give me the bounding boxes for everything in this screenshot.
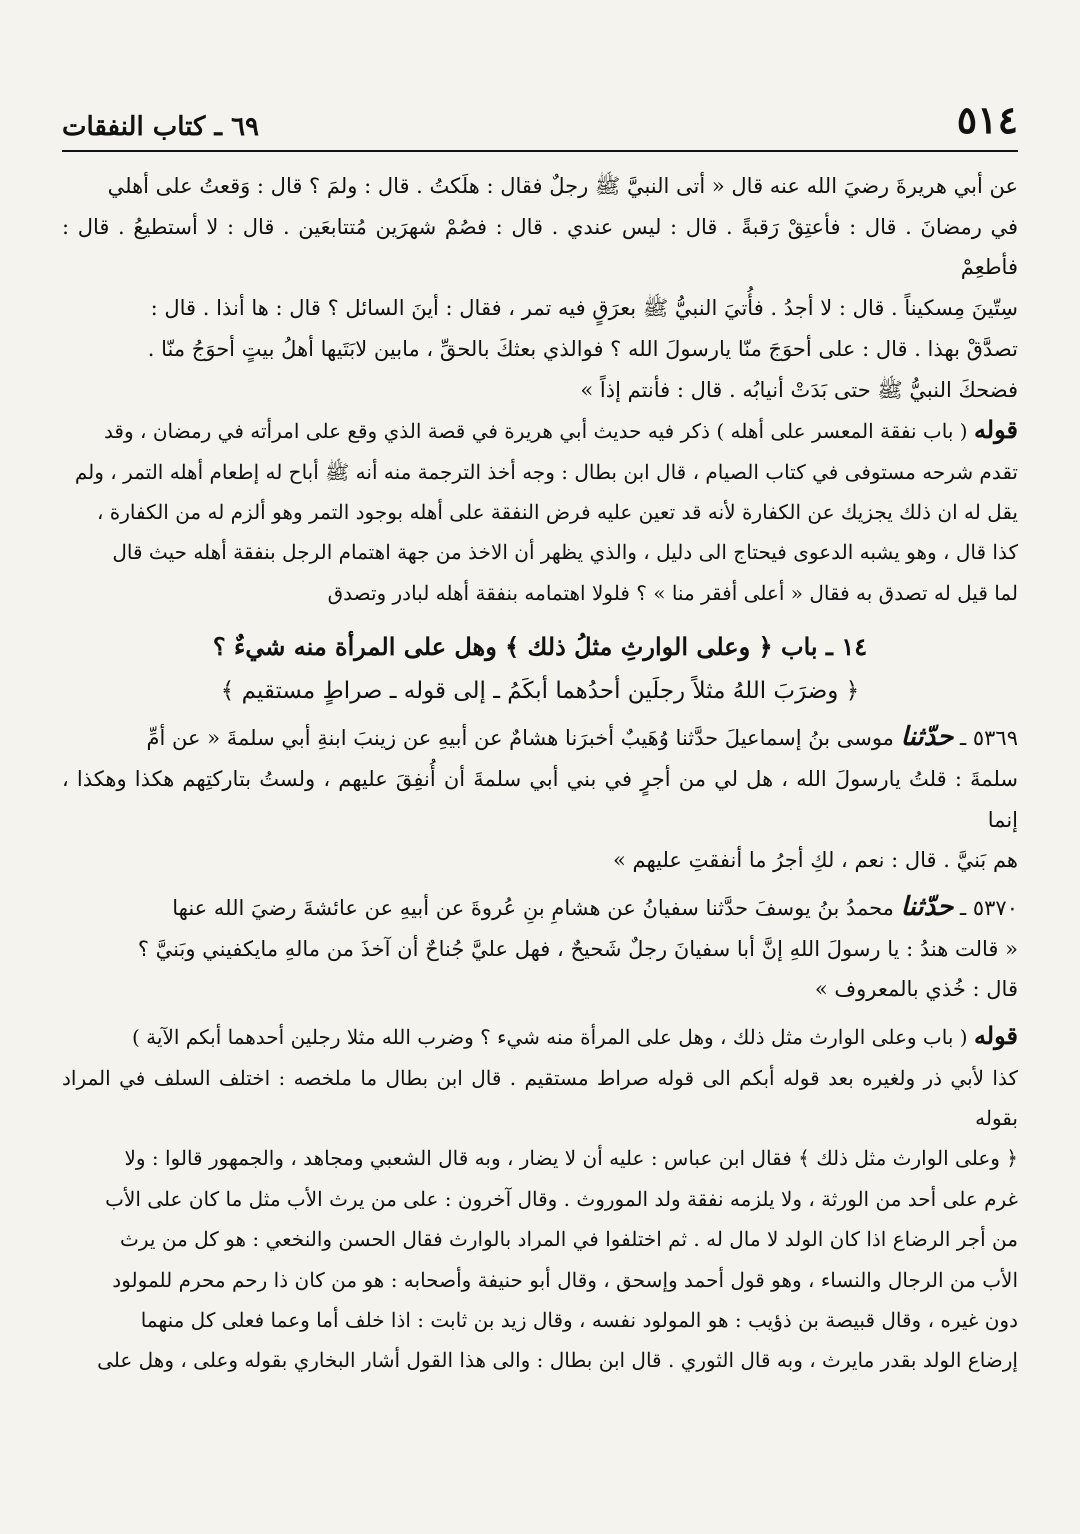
text-line: الأب من الرجال والنساء ، وهو قول أحمد وإسحق ، وقال أبو حنيفة وأصحابه : هو من كان ذا رحم محرم للمولود	[112, 1267, 1018, 1292]
haddathana-label: حدّثنا	[900, 722, 954, 753]
text-line: تقدم شرحه مستوفى في كتاب الصيام ، قال ابن بطال : وجه أخذ الترجمة منه أنه ﷺ أباح له إطعام أهله التمر ، ولم	[74, 459, 1018, 484]
hadith-number: ٥٣٦٩	[972, 726, 1018, 751]
header-divider	[62, 150, 1018, 152]
hadith-block	[62, 166, 1018, 410]
text-line: فضحكَ النبيُّ ﷺ حتى بَدَتْ أنيابُه . قال : فأنتم إذاً »	[580, 377, 1018, 402]
text-span: ( باب نفقة المعسر على أهله ) ذكر فيه حديث أبي هريرة في قصة الذي وقع على امرأته في رمضان ، وقد	[103, 419, 968, 444]
commentary-lead: قوله	[973, 1021, 1018, 1051]
text-line: كذا قال ، وهو يشبه الدعوى فيحتاج الى دليل ، والذي يظهر أن الاخذ من جهة اهتمام الرجل بنفقة أهله حيث قال	[112, 540, 1018, 565]
text-line: عن أبي هريرةَ رضيَ الله عنه قال « أتى النبيَّ ﷺ رجلٌ فقال : هلَكتُ . قال : ولمَ ؟ قال : وَقعتُ على أهلي	[107, 174, 1018, 198]
page-body	[62, 166, 1018, 1381]
text-line: غرم على أحد من الورثة ، ولا يلزمه نفقة ولد الموروث . وقال آخرون : على من يرث الأب مثل ما كان على الأب	[105, 1186, 1018, 1211]
haddathana-label: حدّثنا	[900, 892, 954, 923]
chapter-heading	[62, 625, 1018, 713]
text-line: هم بَنيَّ . قال : نعم ، لكِ أجرُ ما أنفقتِ عليهم »	[612, 848, 1018, 873]
page-header	[62, 96, 1018, 142]
hadith-block	[62, 717, 1018, 881]
commentary-lead: قوله	[973, 415, 1018, 445]
text-line: سِتّينَ مِسكيناً . قال : لا أجدُ . فأُتيَ النبيُّ ﷺ بعرَقٍ فيه تمر ، فقال : أينَ السائل ؟ قال : ها أنذا . قال :	[150, 296, 1018, 321]
text-line	[62, 1016, 1018, 1057]
commentary-block	[62, 410, 1018, 613]
commentary-block	[62, 1016, 1018, 1381]
text-line: ٥٣٧٠ ـ حدّثنا محمدُ بنُ يوسفَ حدَّثنا سفيانُ عن هشامِ بنِ عُروةَ عن أبيهِ عن عائشةَ رضيَ الله عنها	[172, 892, 1018, 923]
text-line: « قالت هندُ : يا رسولَ اللهِ إنَّ أبا سفيانَ رجلٌ شَحيحٌ ، فهل عليَّ جُناحٌ أن آخذَ من مالهِ مايكفيني وبَنيَّ ؟	[137, 936, 1018, 961]
text-line: سلمةَ : قلتُ يارسولَ الله ، هل لي من أجرٍ في بني أبي سلمةَ أن أُنفِقَ عليهم ، ولستُ بتاركتِهم هكذا وهكذا ، إنما	[62, 766, 1018, 832]
text-line: دون غيره ، وقال قبيصة بن ذؤيب : هو المولود نفسه ، وقال زيد بن ثابت : اذا خلف أما وعما فعلى كل منهما	[140, 1308, 1018, 1333]
hadith-block	[62, 887, 1018, 1010]
bab-verse: ﴿ وضرَبَ اللهُ مثلاً رجلَين أحدُهما أبكَمُ ـ إلى قوله ـ صراطٍ مستقيم ﴾	[220, 678, 860, 705]
text-line	[62, 410, 1018, 451]
text-line: لما قيل له تصدق به فقال « أعلى أفقر منا » ؟ فلولا اهتمامه بنفقة أهله لبادر وتصدق	[327, 580, 1018, 605]
text-span: محمدُ بنُ يوسفَ حدَّثنا سفيانُ عن هشامِ بنِ عُروةَ عن أبيهِ عن عائشةَ رضيَ الله عنها	[172, 896, 894, 921]
text-span: ( باب وعلى الوارث مثل ذلك ، وهل على المرأة منه شيء ؟ وضرب الله مثلا رجلين أحدهما أبكم الآية )	[132, 1025, 968, 1050]
text-line: ٥٣٦٩ ـ حدّثنا موسى بنُ إسماعيلَ حدَّثنا وُهَيبٌ أخبرَنا هشامٌ عن أبيهِ عن زينبَ ابنةِ أبي سلمةَ « عن أمِّ	[146, 722, 1018, 753]
text-line: تصدَّقْ بهذا . قال : على أحوَجَ منّا يارسولَ الله ؟ فوالذي بعثكَ بالحقِّ ، مابين لابَتَيها أهلُ بيتٍ أحوَجُ منّا .	[147, 336, 1018, 361]
bab-title: ١٤ ـ باب ﴿ وعلى الوارثِ مثلُ ذلك ﴾ وهل على المرأة منه شيءٌ ؟	[212, 632, 868, 662]
text-line: قال : خُذي بالمعروف »	[814, 977, 1018, 1002]
text-line: في رمضانَ . قال : فأعتِقْ رَقبةً . قال : ليس عندي . قال : فصُمْ شهرَين مُتتابعَين . قال : لا أستطيعُ . قال : فأطعِمْ	[62, 214, 1018, 280]
text-line: يقل له ان ذلك يجزيك عن الكفارة لأنه قد تعين عليه فرض النفقة على أهله بوجود التمر وهو ألزم له من الكفارة ،	[96, 500, 1018, 525]
hadith-number: ٥٣٧٠	[972, 896, 1018, 921]
text-span: موسى بنُ إسماعيلَ حدَّثنا وُهَيبٌ أخبرَنا هشامٌ عن أبيهِ عن زينبَ ابنةِ أبي سلمةَ « عن أمِّ	[146, 726, 894, 751]
text-line: من أجر الرضاع اذا كان الولد لا مال له . ثم اختلفوا في المراد بالوارث فقال الحسن والنخعي : هو كل من يرث	[120, 1227, 1018, 1252]
page-number: ٥١٤	[956, 97, 1018, 142]
chapter-title: ٦٩ ـ كتاب النفقات	[62, 112, 260, 142]
text-line: إرضاع الولد بقدر مايرث ، وبه قال الثوري . قال ابن بطال : والى هذا القول أشار البخاري بقوله وعلى ، وهل على	[97, 1348, 1018, 1373]
text-line: ﴿ وعلى الوارث مثل ذلك ﴾ فقال ابن عباس : عليه أن لا يضار ، وبه قال الشعبي ومجاهد ، والجمهور قالوا : ولا	[124, 1146, 1018, 1171]
text-line: كذا لأبي ذر ولغيره بعد قوله أبكم الى قوله صراط مستقيم . قال ابن بطال ما ملخصه : اختلف السلف في المراد بقوله	[62, 1065, 1018, 1130]
